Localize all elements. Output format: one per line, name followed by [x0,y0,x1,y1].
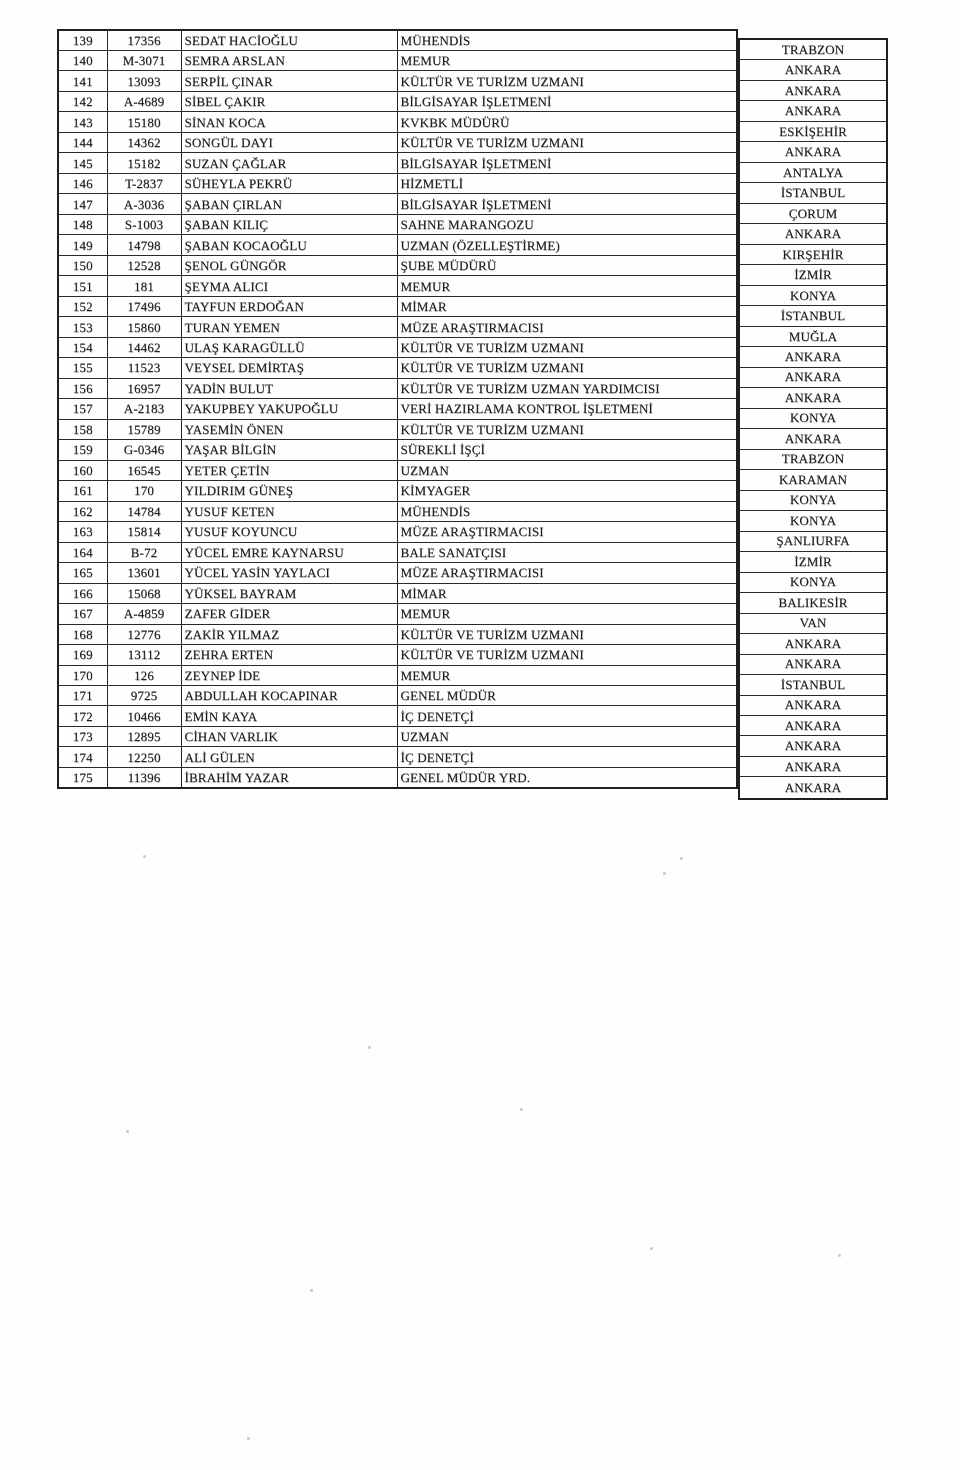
cell-city: ANKARA [740,388,886,408]
cell-id: 15182 [107,153,181,173]
cell-name: YAKUPBEY YAKUPOĞLU [181,399,397,419]
cell-id: 10466 [107,706,181,726]
cell-city: ANKARA [740,736,886,756]
table-row [58,399,737,419]
cell-title: KİMYAGER [397,481,737,501]
cell-city: BALIKESİR [740,593,886,613]
table-row [58,214,737,234]
table-row [58,194,737,214]
cell-title: BİLGİSAYAR İŞLETMENİ [397,153,737,173]
table-row [58,747,737,767]
cell-title: SÜREKLİ İŞÇİ [397,440,737,460]
cell-no: 173 [58,726,107,746]
table-row [58,153,737,173]
cell-city: İZMİR [740,552,886,572]
cell-no: 172 [58,706,107,726]
cell-title: MÜZE ARAŞTIRMACISI [397,563,737,583]
cell-name: YASEMİN ÖNEN [181,419,397,439]
cell-name: YÜKSEL BAYRAM [181,583,397,603]
cell-no: 140 [58,50,107,70]
cell-id: 15814 [107,522,181,542]
table-row [58,726,737,746]
table-row [58,624,737,644]
cell-title: VERİ HAZIRLAMA KONTROL İŞLETMENİ [397,399,737,419]
cell-city: KONYA [740,409,886,429]
cell-no: 170 [58,665,107,685]
cell-id: T-2837 [107,173,181,193]
cell-name: YILDIRIM GÜNEŞ [181,481,397,501]
cell-id: G-0346 [107,440,181,460]
cell-id: 9725 [107,686,181,706]
table-row [58,645,737,665]
table-row [58,583,737,603]
cell-title: KÜLTÜR VE TURİZM UZMANI [397,71,737,91]
cell-name: SONGÜL DAYI [181,132,397,152]
scan-speck [126,1130,129,1133]
cell-no: 148 [58,214,107,234]
table-row [58,358,737,378]
cell-no: 174 [58,747,107,767]
cell-title: GENEL MÜDÜR YRD. [397,767,737,787]
table-row [58,542,737,562]
cell-no: 146 [58,173,107,193]
table-row [58,665,737,685]
cell-title: KÜLTÜR VE TURİZM UZMAN YARDIMCISI [397,378,737,398]
table-row [58,460,737,480]
cell-id: 16545 [107,460,181,480]
cell-id: 15180 [107,112,181,132]
cell-id: 15789 [107,419,181,439]
cell-city: TRABZON [740,40,886,60]
scan-speck [368,1046,371,1049]
scan-speck [680,857,683,860]
cell-id: 126 [107,665,181,685]
cell-no: 159 [58,440,107,460]
cell-no: 156 [58,378,107,398]
cell-id: 13601 [107,563,181,583]
cell-name: YUSUF KOYUNCU [181,522,397,542]
cell-title: KVKBK MÜDÜRÜ [397,112,737,132]
cell-id: 14784 [107,501,181,521]
table-row [58,686,737,706]
cell-title: KÜLTÜR VE TURİZM UZMANI [397,624,737,644]
cell-no: 144 [58,132,107,152]
city-column [738,38,888,800]
cell-title: GENEL MÜDÜR [397,686,737,706]
scan-speck [838,1254,841,1257]
cell-no: 166 [58,583,107,603]
cell-no: 171 [58,686,107,706]
cell-name: ZEHRA ERTEN [181,645,397,665]
cell-name: ALİ GÜLEN [181,747,397,767]
cell-name: SİBEL ÇAKIR [181,91,397,111]
table-row [58,501,737,521]
cell-id: 11396 [107,767,181,787]
cell-title: MEMUR [397,50,737,70]
cell-id: 13093 [107,71,181,91]
table-row [58,30,737,50]
table-row [58,71,737,91]
cell-no: 165 [58,563,107,583]
table-row [58,481,737,501]
scan-speck [520,1108,523,1111]
cell-title: SAHNE MARANGOZU [397,214,737,234]
cell-name: YÜCEL EMRE KAYNARSU [181,542,397,562]
cell-name: YETER ÇETİN [181,460,397,480]
cell-no: 142 [58,91,107,111]
cell-no: 152 [58,296,107,316]
cell-no: 175 [58,767,107,787]
roster-table-body [58,30,737,788]
cell-city: İSTANBUL [740,675,886,695]
cell-name: TAYFUN ERDOĞAN [181,296,397,316]
table-row [58,112,737,132]
cell-name: ABDULLAH KOCAPINAR [181,686,397,706]
cell-name: ULAŞ KARAGÜLLÜ [181,337,397,357]
cell-no: 149 [58,235,107,255]
cell-title: MEMUR [397,665,737,685]
table-row [58,235,737,255]
cell-name: SERPİL ÇINAR [181,71,397,91]
cell-city: ANKARA [740,696,886,716]
cell-title: KÜLTÜR VE TURİZM UZMANI [397,132,737,152]
cell-no: 162 [58,501,107,521]
cell-name: VEYSEL DEMİRTAŞ [181,358,397,378]
cell-no: 154 [58,337,107,357]
cell-id: 14362 [107,132,181,152]
cell-no: 145 [58,153,107,173]
table-row [58,276,737,296]
cell-name: ZAFER GİDER [181,604,397,624]
cell-name: YAŞAR BİLGİN [181,440,397,460]
cell-no: 163 [58,522,107,542]
cell-id: 181 [107,276,181,296]
cell-title: MÜHENDİS [397,501,737,521]
cell-city: ANKARA [740,368,886,388]
cell-city: ANKARA [740,716,886,736]
cell-title: MEMUR [397,276,737,296]
cell-city: KONYA [740,511,886,531]
cell-no: 157 [58,399,107,419]
cell-title: BALE SANATÇISI [397,542,737,562]
cell-id: 12250 [107,747,181,767]
cell-city: KARAMAN [740,470,886,490]
table-row [58,604,737,624]
cell-city: ANKARA [784,779,842,795]
cell-name: SÜHEYLA PEKRÜ [181,173,397,193]
cell-city: ANKARA [740,142,886,162]
cell-name: ŞENOL GÜNGÖR [181,255,397,275]
cell-title: KÜLTÜR VE TURİZM UZMANI [397,337,737,357]
cell-id: 11523 [107,358,181,378]
cell-name: ŞABAN KILIÇ [181,214,397,234]
cell-id: 170 [107,481,181,501]
cell-id: B-72 [107,542,181,562]
cell-name: YUSUF KETEN [181,501,397,521]
cell-city: ESKİŞEHİR [740,122,886,142]
cell-id: 17356 [107,30,181,50]
cell-name: ŞEYMA ALICI [181,276,397,296]
cell-name: SEMRA ARSLAN [181,50,397,70]
cell-title: MİMAR [397,583,737,603]
cell-name: SEDAT HACİOĞLU [181,30,397,50]
cell-city: KONYA [740,286,886,306]
cell-id: A-2183 [107,399,181,419]
cell-id: 14462 [107,337,181,357]
cell-city: İSTANBUL [740,306,886,326]
cell-name: YADİN BULUT [181,378,397,398]
cell-title: BİLGİSAYAR İŞLETMENİ [397,91,737,111]
cell-no: 153 [58,317,107,337]
cell-title: KÜLTÜR VE TURİZM UZMANI [397,419,737,439]
cell-no: 158 [58,419,107,439]
cell-no: 160 [58,460,107,480]
cell-city: ANKARA [740,347,886,367]
cell-id: A-4859 [107,604,181,624]
cell-id: 12528 [107,255,181,275]
cell-name: SİNAN KOCA [181,112,397,132]
cell-id: S-1003 [107,214,181,234]
cell-title: UZMAN [397,460,737,480]
cell-no: 141 [58,71,107,91]
scan-speck [663,872,666,875]
cell-title: UZMAN [397,726,737,746]
cell-id: 12895 [107,726,181,746]
cell-title: İÇ DENETÇİ [397,747,737,767]
cell-id: 15068 [107,583,181,603]
cell-no: 139 [58,30,107,50]
cell-city: ANKARA [740,224,886,244]
cell-title: İÇ DENETÇİ [397,706,737,726]
cell-id: 16957 [107,378,181,398]
cell-city: ÇORUM [740,204,886,224]
cell-no: 161 [58,481,107,501]
cell-name: CİHAN VARLIK [181,726,397,746]
cell-id: A-3036 [107,194,181,214]
table-row [58,337,737,357]
table-row [58,563,737,583]
table-row [58,706,737,726]
cell-title: HİZMETLİ [397,173,737,193]
cell-city: İZMİR [740,265,886,285]
cell-title: KÜLTÜR VE TURİZM UZMANI [397,358,737,378]
cell-no: 155 [58,358,107,378]
cell-name: EMİN KAYA [181,706,397,726]
cell-id: A-4689 [107,91,181,111]
table-row [58,767,737,787]
cell-name: ZAKİR YILMAZ [181,624,397,644]
cell-no: 151 [58,276,107,296]
table-row [58,317,737,337]
table-row [58,378,737,398]
scan-speck [247,1437,250,1440]
cell-city: İSTANBUL [740,183,886,203]
table-row [58,173,737,193]
cell-title: MÜZE ARAŞTIRMACISI [397,317,737,337]
table-row [58,440,737,460]
scan-speck [143,855,146,858]
cell-id: 14798 [107,235,181,255]
table-row [58,522,737,542]
cell-id: 17496 [107,296,181,316]
cell-name: TURAN YEMEN [181,317,397,337]
cell-city: ANKARA [740,655,886,675]
cell-name: İBRAHİM YAZAR [181,767,397,787]
cell-id: 13112 [107,645,181,665]
cell-city: ANKARA [740,634,886,654]
cell-no: 150 [58,255,107,275]
cell-title: MÜZE ARAŞTIRMACISI [397,522,737,542]
cell-name: ŞABAN KOCAOĞLU [181,235,397,255]
cell-title: MEMUR [397,604,737,624]
cell-city: ANKARA [740,101,886,121]
cell-city: TRABZON [740,450,886,470]
cell-city: KIRŞEHİR [740,245,886,265]
table-row [58,50,737,70]
cell-no: 164 [58,542,107,562]
cell-id: 12776 [107,624,181,644]
cell-city: KONYA [740,491,886,511]
cell-no: 168 [58,624,107,644]
cell-title: MÜHENDİS [397,30,737,50]
table-row [58,132,737,152]
cell-title: UZMAN (ÖZELLEŞTİRME) [397,235,737,255]
cell-name: SUZAN ÇAĞLAR [181,153,397,173]
cell-name: ŞABAN ÇIRLAN [181,194,397,214]
cell-no: 143 [58,112,107,132]
cell-city: VAN [740,614,886,634]
cell-title: BİLGİSAYAR İŞLETMENİ [397,194,737,214]
cell-city: ANKARA [740,757,886,777]
cell-city: ANTALYA [740,163,886,183]
cell-city: MUĞLA [740,327,886,347]
cell-id: M-3071 [107,50,181,70]
table-row [58,296,737,316]
scan-speck [310,1289,313,1292]
cell-city: ANKARA [740,60,886,80]
table-row [58,255,737,275]
personnel-table [57,29,738,789]
cell-name: YÜCEL YASİN YAYLACI [181,563,397,583]
cell-city: ANKARA [740,429,886,449]
cell-title: KÜLTÜR VE TURİZM UZMANI [397,645,737,665]
cell-name: ZEYNEP İDE [181,665,397,685]
cell-city: ANKARA [740,81,886,101]
cell-city: KONYA [740,573,886,593]
table-row [58,419,737,439]
table-row [58,91,737,111]
cell-title: MİMAR [397,296,737,316]
cell-no: 147 [58,194,107,214]
scan-speck [650,1247,653,1250]
cell-no: 169 [58,645,107,665]
cell-city: ŞANLIURFA [740,532,886,552]
cell-id: 15860 [107,317,181,337]
cell-title: ŞUBE MÜDÜRÜ [397,255,737,275]
cell-no: 167 [58,604,107,624]
